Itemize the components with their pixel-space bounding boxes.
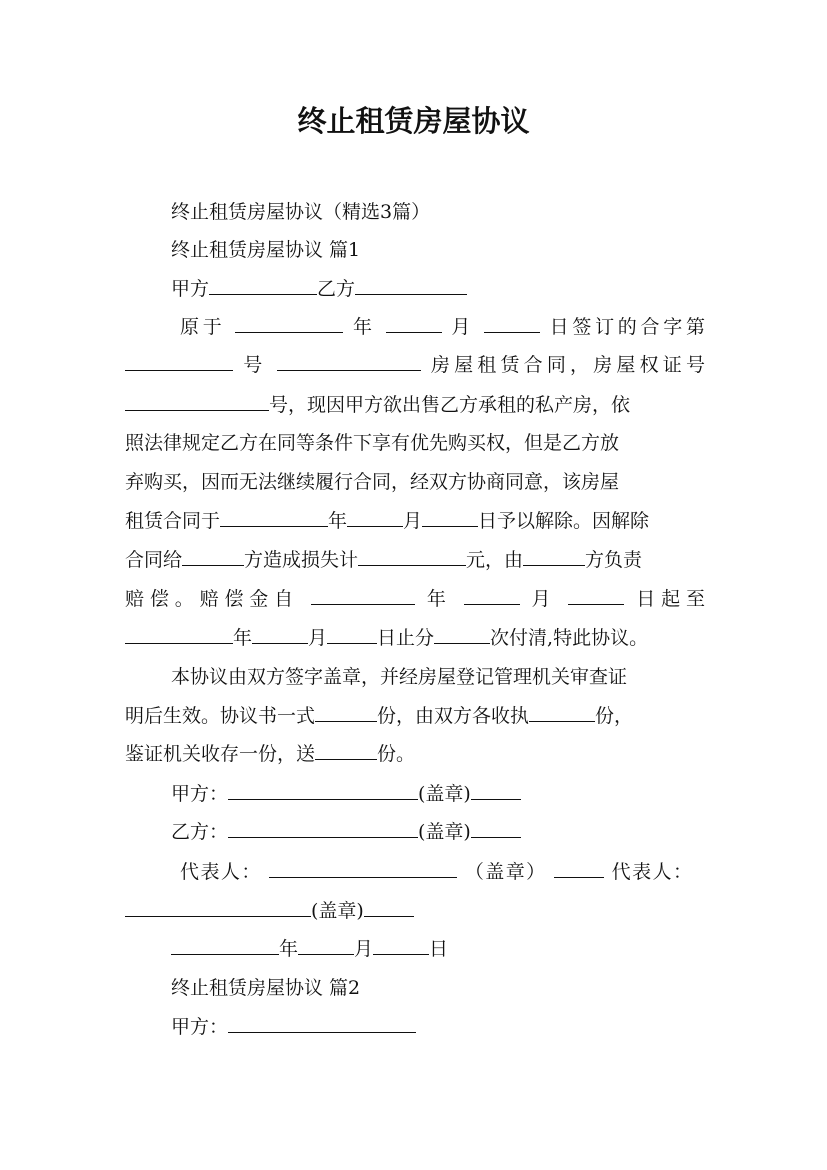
p1-text: 次付清,特此协议。	[490, 627, 649, 649]
blank	[220, 508, 328, 527]
seal-label: （盖章）	[464, 861, 547, 883]
sign-label: 甲方：	[171, 783, 229, 805]
p1-line-8	[125, 586, 705, 612]
party-line	[171, 276, 705, 302]
seal-label: (盖章)	[311, 900, 364, 922]
p1-line-2	[125, 352, 705, 378]
blank	[235, 314, 343, 333]
p1-line-6	[125, 508, 705, 534]
blank	[315, 741, 377, 760]
p2-text: 鉴证机关收存一份，送	[125, 743, 316, 765]
p1-text: 租赁合同于	[125, 510, 221, 532]
document-subtitle: 终止租赁房屋协议（精选3篇）	[171, 201, 431, 223]
blank	[434, 625, 490, 644]
p1-text: 年	[233, 627, 253, 649]
p1-text: 月	[308, 627, 328, 649]
p1-text: 赔偿。赔偿金自	[125, 588, 300, 610]
rep-label: 代表人：	[611, 861, 692, 883]
blank	[484, 314, 540, 333]
sign-label: 甲方：	[171, 1016, 229, 1038]
date-text: 年	[279, 938, 299, 960]
party-a-blank	[209, 276, 317, 295]
p1-text: 日予以解除。因解除	[478, 510, 650, 532]
blank	[171, 936, 279, 955]
p1-line-4: 照法律规定乙方在同等条件下享有优先购买权，但是乙方放	[125, 432, 620, 454]
signature-blank	[228, 819, 418, 838]
p1-text: 月	[531, 588, 557, 610]
blank	[422, 508, 478, 527]
p2-text: 明后生效。协议书一式	[125, 705, 316, 727]
p1-text: 元，由	[466, 549, 524, 571]
section-heading-1: 终止租赁房屋协议 篇1	[171, 239, 361, 261]
signature-blank	[228, 1014, 416, 1033]
date-text: 月	[354, 938, 374, 960]
p1-text: 年	[426, 588, 452, 610]
party-a-label: 甲方	[171, 278, 210, 300]
blank	[125, 392, 269, 411]
blank	[277, 352, 421, 371]
signature-blank	[228, 781, 418, 800]
sign-representative	[180, 859, 692, 885]
p1-line-5: 弃购买，因而无法继续履行合同，经双方协商同意，该房屋	[125, 471, 620, 493]
p1-text: 日止分	[377, 627, 435, 649]
blank	[386, 314, 442, 333]
p1-text: 合同给	[125, 549, 183, 571]
blank	[315, 703, 377, 722]
p1-text: 日签订的合字第	[549, 316, 705, 338]
p1-text: 年	[328, 510, 348, 532]
signature-blank	[269, 859, 457, 878]
blank	[298, 936, 354, 955]
blank	[347, 508, 403, 527]
p1-text: 方负责	[585, 549, 643, 571]
blank	[182, 547, 244, 566]
section-heading-2: 终止租赁房屋协议 篇2	[171, 977, 361, 999]
p1-line-7	[125, 547, 705, 573]
signature-blank	[125, 898, 311, 917]
p1-text: 年	[353, 316, 376, 338]
p2-text: 份，	[595, 705, 634, 727]
blank	[364, 898, 414, 917]
sign-label: 乙方：	[171, 821, 229, 843]
blank	[523, 547, 585, 566]
blank	[373, 936, 429, 955]
p1-text: 月	[451, 316, 475, 338]
p1-text: 原于	[180, 316, 226, 338]
p1-text: 日起至	[636, 588, 705, 610]
sign-date	[171, 936, 705, 962]
p1-text: 方造成损失计	[244, 549, 359, 571]
p1-line-3	[125, 392, 705, 418]
p1-text: 号	[243, 354, 267, 376]
sign-representative-2	[125, 898, 705, 924]
p1-text: 房屋租赁合同，房屋权证号	[430, 354, 705, 376]
blank	[125, 352, 233, 371]
blank	[311, 586, 415, 605]
blank	[327, 625, 377, 644]
sign-party-b	[171, 819, 705, 845]
seal-label: (盖章)	[418, 783, 471, 805]
document-title: 终止租赁房屋协议	[297, 104, 530, 138]
party-b-blank	[355, 276, 467, 295]
seal-label: (盖章)	[418, 821, 471, 843]
blank	[471, 819, 521, 838]
blank	[568, 586, 624, 605]
blank	[252, 625, 308, 644]
blank	[471, 781, 521, 800]
p1-text: 号，现因甲方欲出售乙方承租的私产房，依	[269, 394, 631, 416]
sign-party-a	[171, 781, 705, 807]
blank	[529, 703, 595, 722]
p1-line-1	[180, 314, 705, 340]
p1-line-9	[125, 625, 705, 651]
p2-line-2	[125, 703, 705, 729]
blank	[554, 859, 604, 878]
p1-text: 月	[403, 510, 423, 532]
party-b-label: 乙方	[317, 278, 356, 300]
p2-text: 份。	[377, 743, 416, 765]
p2-line-1: 本协议由双方签字盖章，并经房屋登记管理机关审查证	[171, 666, 628, 688]
blank	[464, 586, 520, 605]
rep-label: 代表人：	[180, 861, 262, 883]
party-a-line-2	[171, 1014, 705, 1040]
p2-line-3	[125, 741, 705, 767]
blank	[358, 547, 466, 566]
blank	[125, 625, 233, 644]
p2-text: 份，由双方各收执	[377, 705, 530, 727]
date-text: 日	[429, 938, 449, 960]
